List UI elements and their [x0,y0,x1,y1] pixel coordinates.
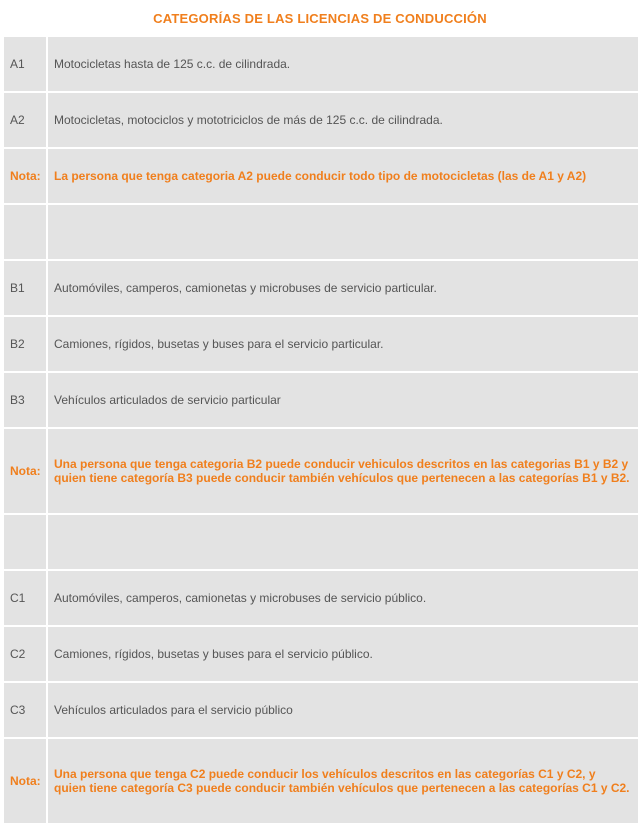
license-categories-table [4,37,638,825]
category-code: B3 [4,373,46,427]
note-label: Nota: [4,149,46,203]
table-row-a1 [4,37,638,91]
table-row-empty [4,515,638,569]
category-description: Automóviles, camperos, camionetas y microbuses de servicio público. [48,571,638,625]
category-code: C3 [4,683,46,737]
note-text: La persona que tenga categoria A2 puede conducir todo tipo de motocicletas (las de A1 y A2) [48,149,638,203]
category-description [48,205,638,259]
table-row-b1 [4,261,638,315]
category-description: Vehículos articulados de servicio particular [48,373,638,427]
table-row-note-c [4,739,638,823]
category-code [4,515,46,569]
note-label: Nota: [4,739,46,823]
table-row-a2 [4,93,638,147]
category-code: A1 [4,37,46,91]
category-description: Camiones, rígidos, busetas y buses para el servicio público. [48,627,638,681]
category-description: Camiones, rígidos, busetas y buses para el servicio particular. [48,317,638,371]
category-code: B2 [4,317,46,371]
table-row-c1 [4,571,638,625]
table-row-note-a [4,149,638,203]
page-title: CATEGORÍAS DE LAS LICENCIAS DE CONDUCCIÓN [153,11,487,26]
category-code [4,205,46,259]
category-code: C2 [4,627,46,681]
table-row-b2 [4,317,638,371]
table-row-c2 [4,627,638,681]
category-code: B1 [4,261,46,315]
category-code: A2 [4,93,46,147]
note-text: Una persona que tenga categoria B2 puede conducir vehiculos descritos en las categorias B1 y B2 y quien tiene categoría B3 puede conducir también vehículos que pertenecen a las categorías B1 y B2. [48,429,638,513]
category-code: C1 [4,571,46,625]
note-text: Una persona que tenga C2 puede conducir los vehículos descritos en las categorías C1 y C2, y quien tiene categoría C3 puede conducir también vehículos que pertenecen a las categorías C1 y C2. [48,739,638,823]
table-row-empty [4,205,638,259]
table-row-b3 [4,373,638,427]
category-description: Automóviles, camperos, camionetas y microbuses de servicio particular. [48,261,638,315]
table-row-note-b [4,429,638,513]
category-description: Motocicletas, motociclos y mototriciclos de más de 125 c.c. de cilindrada. [48,93,638,147]
note-label: Nota: [4,429,46,513]
category-description: Motocicletas hasta de 125 c.c. de cilindrada. [48,37,638,91]
table-row-c3 [4,683,638,737]
category-description: Vehículos articulados para el servicio público [48,683,638,737]
category-description [48,515,638,569]
